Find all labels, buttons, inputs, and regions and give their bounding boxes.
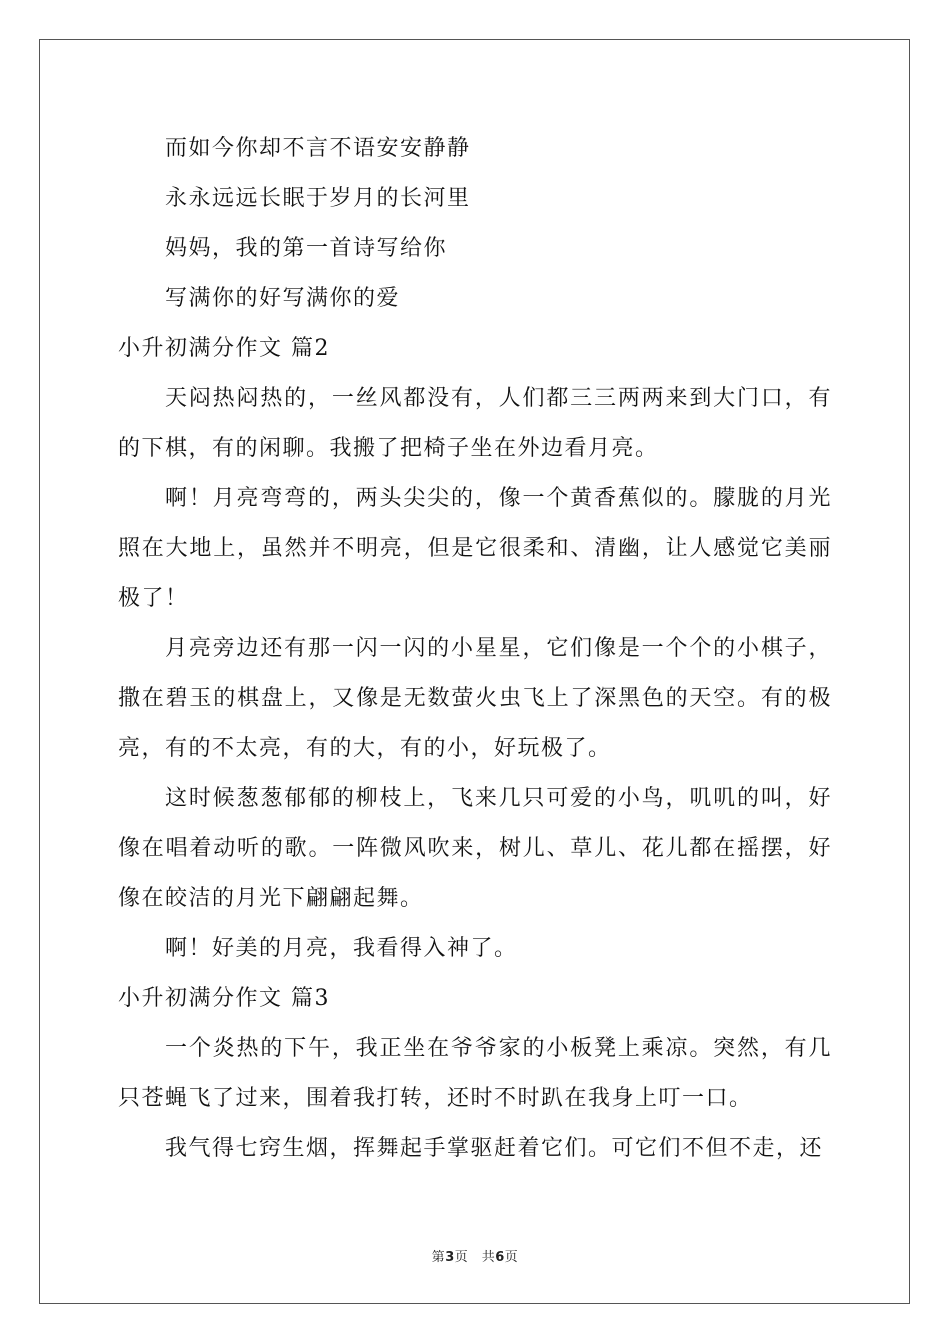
footer-suffix: 页 <box>504 1250 519 1265</box>
paragraph: 月亮旁边还有那一闪一闪的小星星，它们像是一个个的小棋子，撒在碧玉的棋盘上，又像是无数萤火虫飞上了深黑色的天空。有的极亮，有的不太亮，有的大，有的小，好玩极了。 <box>118 636 832 761</box>
paragraph: 我气得七窍生烟，挥舞起手掌驱赶着它们。可它们不但不走，还 <box>165 1136 824 1161</box>
paragraph: 啊！好美的月亮，我看得入神了。 <box>165 936 518 961</box>
page-footer <box>0 1246 950 1265</box>
paragraph: 妈妈，我的第一首诗写给你 <box>165 236 448 261</box>
document-body <box>118 124 832 1174</box>
total-pages-number: 6 <box>495 1250 505 1265</box>
paragraph: 啊！月亮弯弯的，两头尖尖的，像一个黄香蕉似的。朦胧的月光照在大地上，虽然并不明亮，但是它很柔和、清幽，让人感觉它美丽极了！ <box>118 486 832 611</box>
section-heading: 小升初满分作文 篇3 <box>118 986 330 1011</box>
footer-prefix: 第 <box>431 1250 446 1265</box>
paragraph: 一个炎热的下午，我正坐在爷爷家的小板凳上乘凉。突然，有几只苍蝇飞了过来，围着我打转，还时不时趴在我身上叮一口。 <box>118 1036 832 1111</box>
section-heading: 小升初满分作文 篇2 <box>118 336 330 361</box>
paragraph: 而如今你却不言不语安安静静 <box>165 136 471 161</box>
current-page-number: 3 <box>445 1250 455 1265</box>
paragraph: 这时候葱葱郁郁的柳枝上，飞来几只可爱的小鸟，叽叽的叫，好像在唱着动听的歌。一阵微风吹来，树儿、草儿、花儿都在摇摆，好像在皎洁的月光下翩翩起舞。 <box>118 786 832 911</box>
paragraph: 永永远远长眠于岁月的长河里 <box>165 186 471 211</box>
paragraph: 写满你的好写满你的爱 <box>165 286 401 311</box>
footer-mid: 页 共 <box>454 1250 496 1265</box>
paragraph: 天闷热闷热的，一丝风都没有，人们都三三两两来到大门口，有的下棋，有的闲聊。我搬了把椅子坐在外边看月亮。 <box>118 386 832 461</box>
